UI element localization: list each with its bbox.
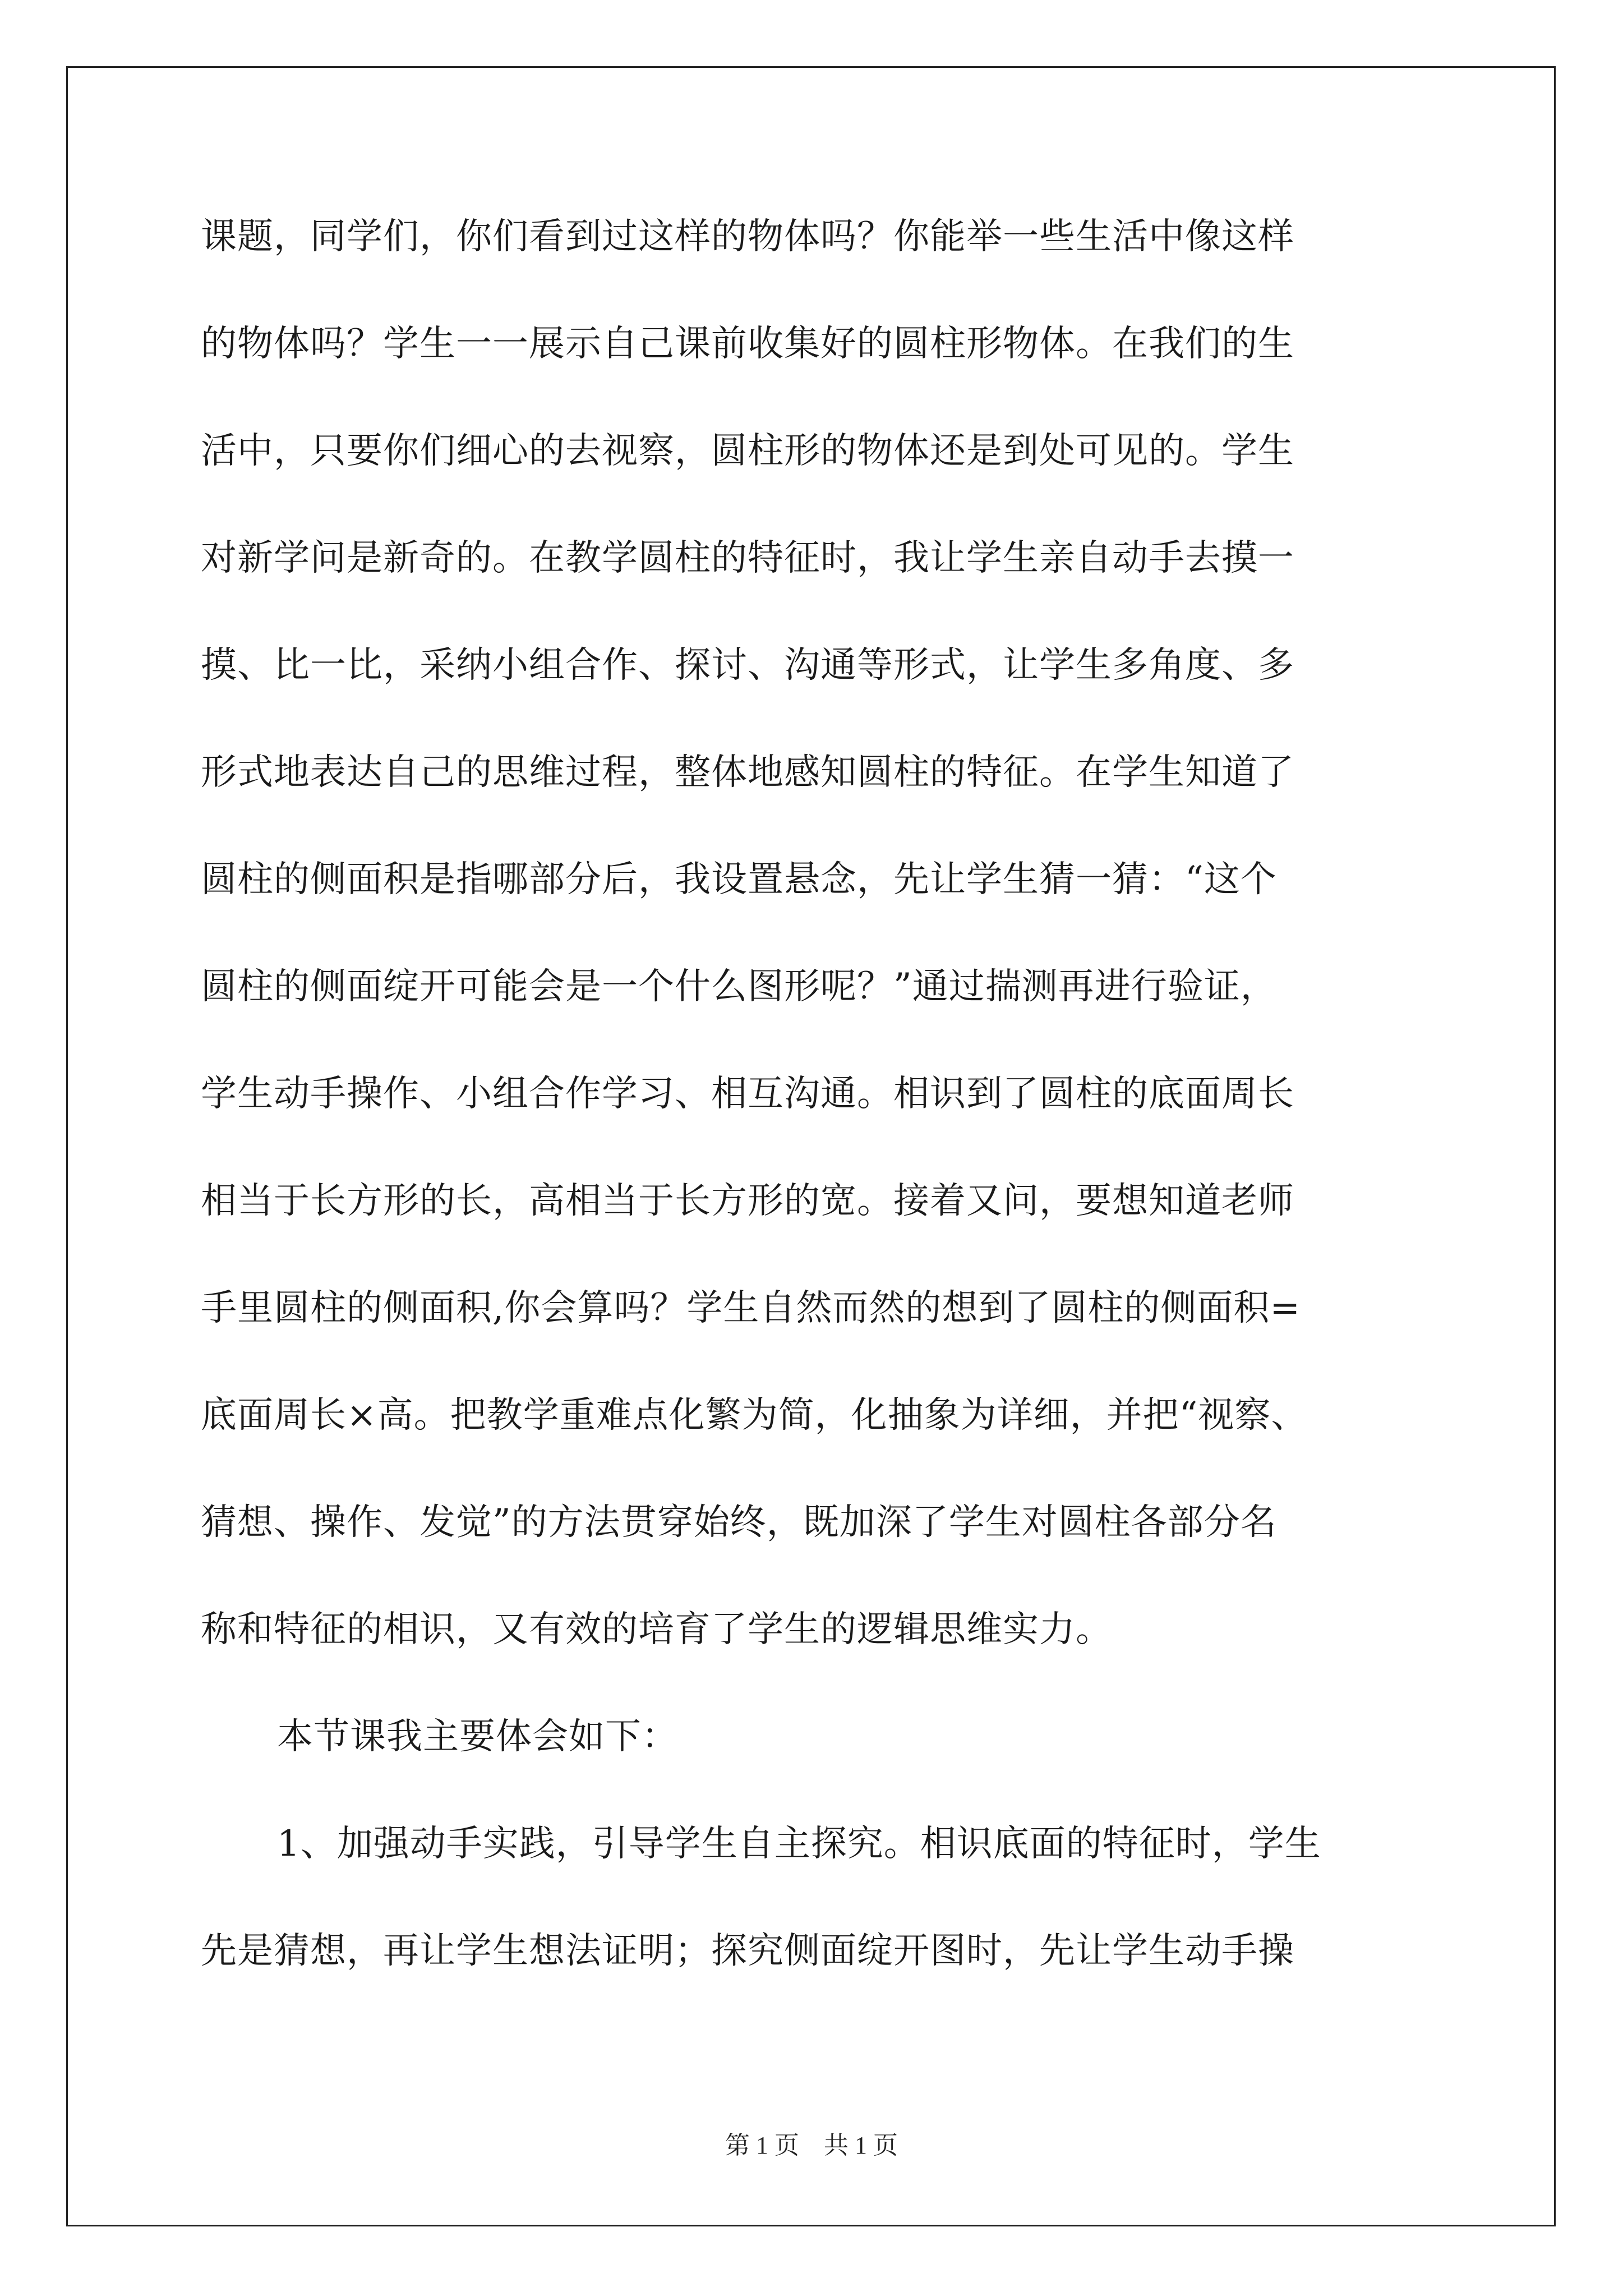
text-line: 先是猜想，再让学生想法证明；探究侧面绽开图时，先让学生动手操 (201, 1930, 1294, 1972)
text-line: 摸、比一比，采纳小组合作、探讨、沟通等形式，让学生多角度、多 (201, 645, 1294, 686)
text-line: 学生动手操作、小组合作学习、相互沟通。相识到了圆柱的底面周长 (201, 1073, 1294, 1115)
text-line: 本节课我主要体会如下： (277, 1716, 678, 1757)
text-line: 的物体吗？学生一一展示自己课前收集好的圆柱形物体。在我们的生 (201, 323, 1294, 365)
text-line: 1、加强动手实践，引导学生自主探究。相识底面的特征时，学生 (277, 1823, 1321, 1865)
text-line: 相当于长方形的长，高相当于长方形的宽。接着又问，要想知道老师 (201, 1180, 1294, 1222)
document-body (201, 203, 1435, 2024)
text-line: 对新学问是新奇的。在教学圆柱的特征时，我让学生亲自动手去摸一 (201, 537, 1294, 579)
text-line: 圆柱的侧面积是指哪部分后，我设置悬念，先让学生猜一猜：“这个 (201, 859, 1277, 900)
text-line: 称和特征的相识，又有效的培育了学生的逻辑思维实力。 (201, 1609, 1112, 1650)
text-line: 圆柱的侧面绽开可能会是一个什么图形呢？”通过揣测再进行验证， (201, 966, 1277, 1007)
text-line: 猜想、操作、发觉”的方法贯穿始终，既加深了学生对圆柱各部分名 (201, 1502, 1277, 1543)
text-line: 课题，同学们，你们看到过这样的物体吗？你能举一些生活中像这样 (201, 216, 1294, 257)
text-line: 活中，只要你们细心的去视察，圆柱形的物体还是到处可见的。学生 (201, 430, 1294, 472)
text-line: 手里圆柱的侧面积,你会算吗？学生自然而然的想到了圆柱的侧面积= (201, 1287, 1301, 1329)
text-line: 形式地表达自己的思维过程，整体地感知圆柱的特征。在学生知道了 (201, 752, 1294, 793)
page-footer: 第 1 页 共 1 页 (725, 2132, 898, 2159)
text-line: 底面周长×高。把教学重难点化繁为简，化抽象为详细，并把“视察、 (201, 1395, 1308, 1436)
